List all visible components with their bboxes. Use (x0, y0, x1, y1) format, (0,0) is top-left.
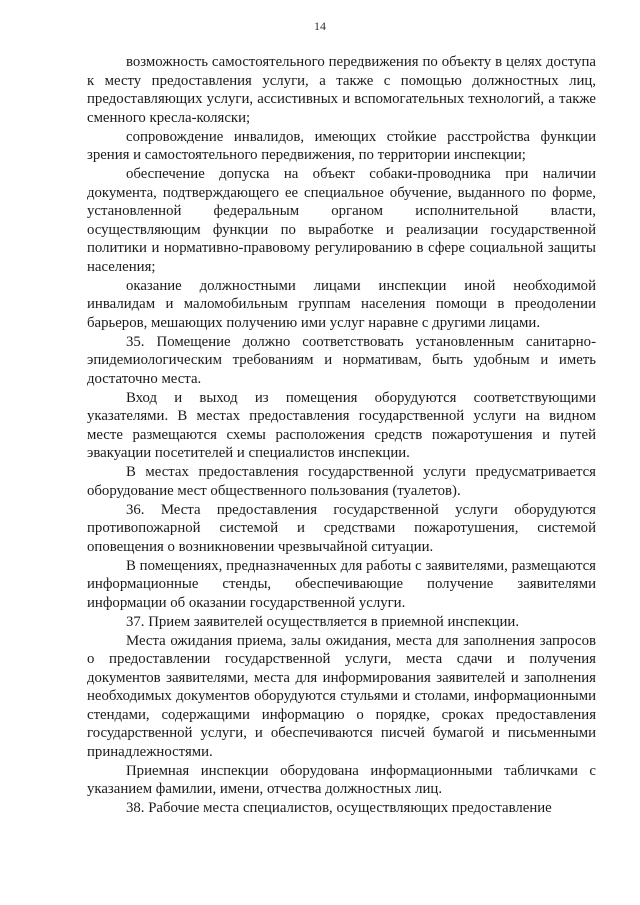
page-number: 14 (314, 19, 326, 33)
paragraph: В местах предоставления государственной услуги предусматривается оборудование мест общественного пользования (туалетов). (87, 464, 596, 499)
paragraph-clause-38: 38. Рабочие места специалистов, осуществляющих предоставление (126, 800, 552, 816)
paragraph: Приемная инспекции оборудована информационными табличками с указанием фамилии, имени, отчества должностных лиц. (87, 762, 596, 797)
paragraph: В помещениях, предназначенных для работы с заявителями, размещаются информационные стенды, обеспечивающие получение заявителями информации об оказании государственной услуги. (87, 557, 596, 611)
paragraph-clause-37: 37. Прием заявителей осуществляется в приемной инспекции. (126, 613, 520, 630)
paragraph: обеспечение допуска на объект собаки-проводника при наличии документа, подтверждающего ее специальное обучение, выданного по форме, установленной федеральным органом исполнительной власти, осуществляющим функции по выработке и реализации государственной политики и нормативно-правовому регулированию в сфере социальной защиты населения; (87, 166, 596, 275)
paragraph-clause-35: 35. Помещение должно соответствовать установленным санитарно-эпидемиологическим требованиям и нормативам, быть удобным и иметь достаточно места. (87, 333, 596, 387)
paragraph: возможность самостоятельного передвижения по объекту в целях доступа к месту предоставления услуги, а также с помощью должностных лиц, предоставляющих услуги, ассистивных и вспомогательных технологий, а также сменного кресла-коляски; (87, 54, 596, 126)
paragraph: оказание должностными лицами инспекции иной необходимой инвалидам и маломобильным группам населения помощи в преодолении барьеров, мешающих получению ими услуг наравне с другими лицами. (87, 277, 596, 331)
paragraph: Места ожидания приема, залы ожидания, места для заполнения запросов о предоставлении государственной услуги, места сдачи и получения документов заявителями, места для информирования заявителей и заполнения необходимых документов оборудуются стульями и столами, информационными стендами, содержащими информацию о порядке, сроках предоставления государственной услуги, и обеспечиваются писчей бумагой и письменными принадлежностями. (87, 632, 596, 760)
paragraph-clause-36: 36. Места предоставления государственной услуги оборудуются противопожарной системой и средствами пожаротушения, системой оповещения о возникновении чрезвычайной ситуации. (87, 501, 596, 555)
body-text (87, 53, 596, 818)
paragraph: Вход и выход из помещения оборудуются соответствующими указателями. В местах предоставления государственной услуги на видном месте размещаются схемы расположения средств пожаротушения и путей эвакуации посетителей и специалистов инспекции. (87, 389, 596, 461)
paragraph: сопровождение инвалидов, имеющих стойкие расстройства функции зрения и самостоятельного передвижения, по территории инспекции; (87, 128, 596, 163)
